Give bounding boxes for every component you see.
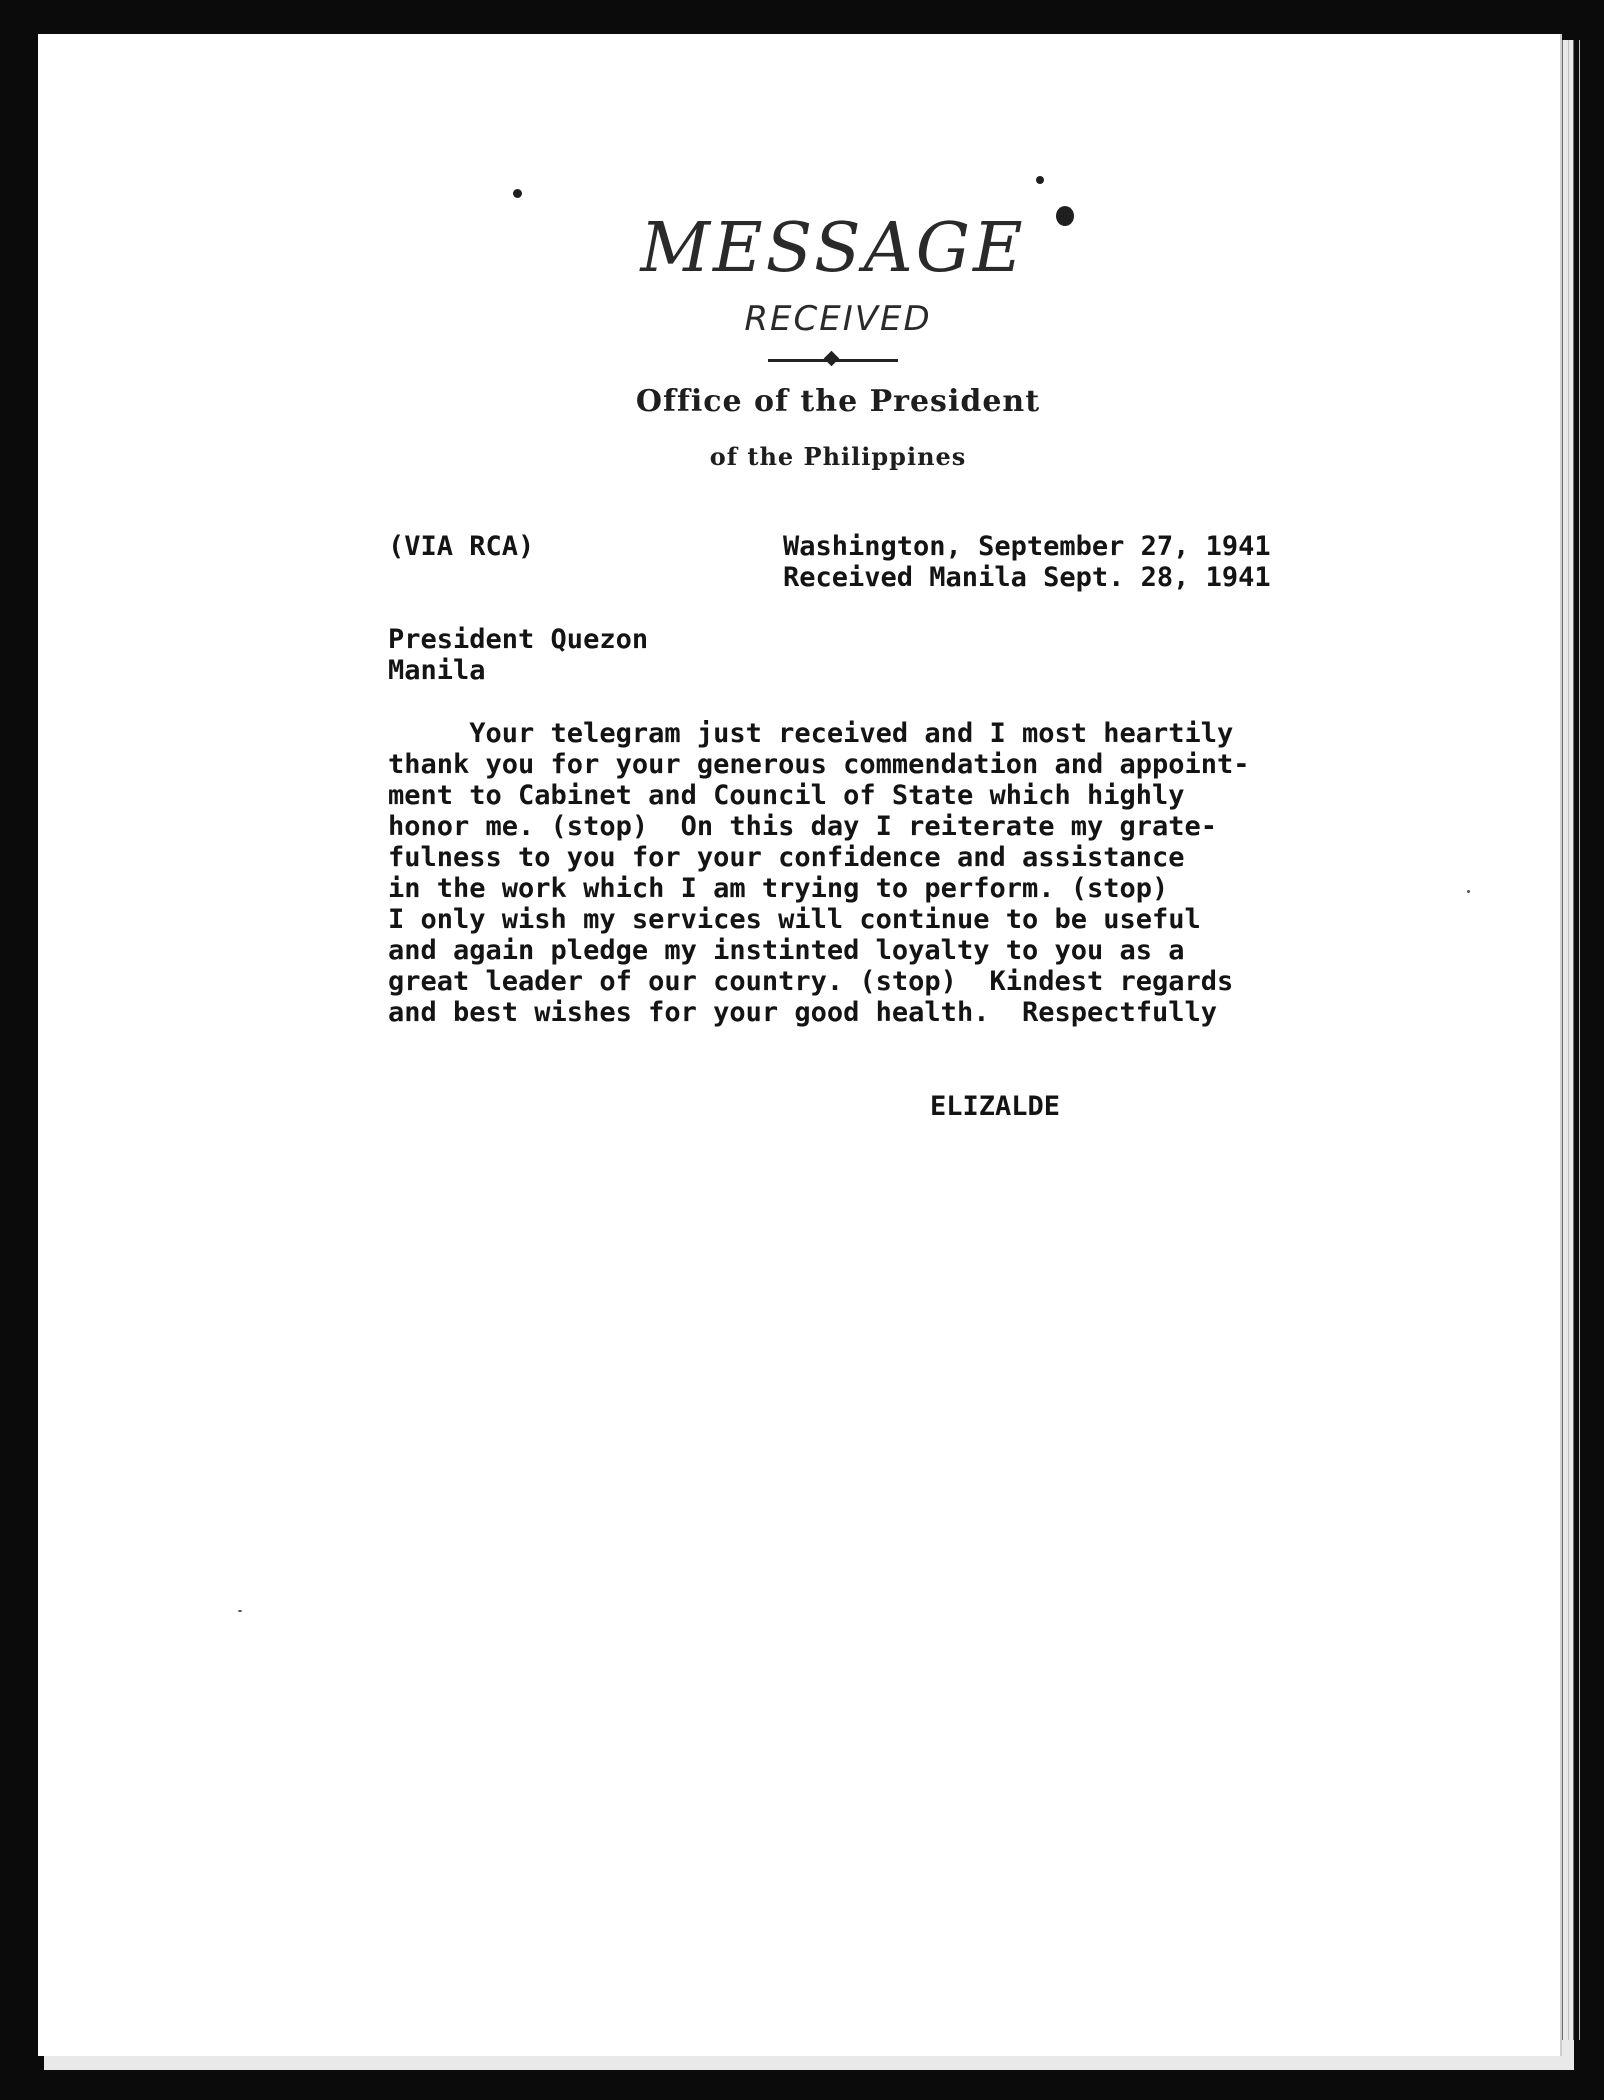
body-line: Your telegram just received and I most heartily [388,718,1234,749]
body-line: thank you for your generous commendation and appoint- [388,749,1250,780]
paper-speck [238,1610,242,1612]
letterhead-ornament [824,351,840,367]
letterhead-subtitle: RECEIVED [744,299,932,339]
body-line: honor me. (stop) On this day I reiterate my grate- [388,811,1218,842]
letterhead-office: Office of the President [635,384,1041,419]
body-line: and best wishes for your good health. Respectfully [388,997,1218,1028]
body-line: and again pledge my instinted loyalty to you as a [388,935,1185,966]
document-page [38,34,1562,2056]
body-line: great leader of our country. (stop) Kindest regards [388,966,1234,997]
body-line: ment to Cabinet and Council of State which highly [388,780,1185,811]
addressee-name: President Quezon [388,624,649,655]
addressee-block [388,624,648,686]
letterhead-title: MESSAGE [640,209,1026,288]
ink-blot-right-small [1036,176,1044,184]
via-line: (VIA RCA) [388,531,535,562]
page-edge-lines [1560,40,1590,2040]
ink-blot-left [513,189,522,198]
received-date: Received Manila Sept. 28, 1941 [783,562,1271,593]
signature: ELIZALDE [930,1091,1061,1122]
body-line: I only wish my services will continue to be useful [388,904,1201,935]
message-body [388,718,1250,1028]
paper-speck [1467,890,1470,893]
body-line: in the work which I am trying to perform. (stop) [388,873,1169,904]
sent-date: Washington, September 27, 1941 [783,531,1271,562]
letterhead-country: of the Philippines [709,442,967,471]
body-line: fulness to you for your confidence and assistance [388,842,1185,873]
date-block [783,531,1271,593]
addressee-city: Manila [388,655,486,686]
